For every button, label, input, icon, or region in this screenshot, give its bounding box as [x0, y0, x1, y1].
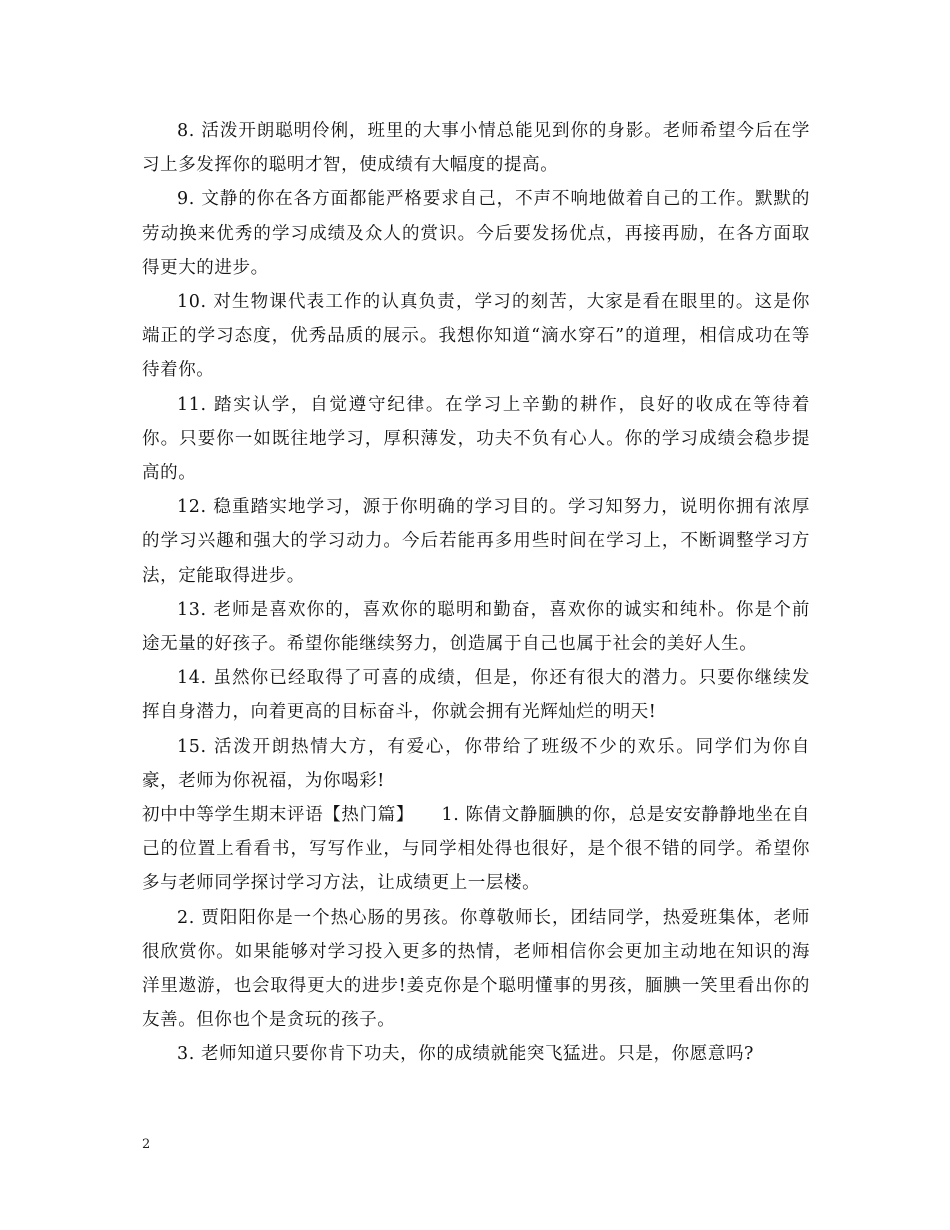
- paragraph-comment-2: 2. 贾阳阳你是一个热心肠的男孩。你尊敬师长，团结同学，热爱班集体，老师很欣赏你。如果能够对学习投入更多的热情，老师相信你会更加主动地在知识的海洋里遨游，也会取得更大的进步!姜克你是个聪明懂事的男孩，腼腆一笑里看出你的友善。但你也个是贪玩的孩子。: [142, 907, 810, 1031]
- paragraph-comment-15: 15. 活泼开朗热情大方，有爱心，你带给了班级不少的欢乐。同学们为你自豪，老师为你祝福，为你喝彩!: [142, 736, 810, 791]
- paragraph-comment-9: 9. 文静的你在各方面都能严格要求自己，不声不响地做着自己的工作。默默的劳动换来优秀的学习成绩及众人的赏识。今后要发扬优点，再接再励，在各方面取得更大的进步。: [142, 189, 810, 278]
- document-body: [142, 114, 810, 1072]
- section-heading-paragraph: 初中中等学生期末评语【热门篇】 1. 陈倩文静腼腆的你，总是安安静静地坐在自己的位置上看看书，写写作业，与同学相处得也很好，是个很不错的同学。希望你多与老师同学探讨学习方法，让成绩更上一层楼。: [142, 805, 810, 894]
- paragraph-comment-10: 10. 对生物课代表工作的认真负责，学习的刻苦，大家是看在眼里的。这是你端正的学习态度，优秀品质的展示。我想你知道“滴水穿石”的道理，相信成功在等待着你。: [142, 292, 810, 381]
- paragraph-comment-13: 13. 老师是喜欢你的，喜欢你的聪明和勤奋，喜欢你的诚实和纯朴。你是个前途无量的好孩子。希望你能继续努力，创造属于自己也属于社会的美好人生。: [142, 599, 810, 655]
- paragraph-comment-14: 14. 虽然你已经取得了可喜的成绩，但是，你还有很大的潜力。只要你继续发挥自身潜力，向着更高的目标奋斗，你就会拥有光辉灿烂的明天!: [142, 668, 810, 723]
- paragraph-comment-3: 3. 老师知道只要你肯下功夫，你的成绩就能突飞猛进。只是，你愿意吗?: [177, 1044, 755, 1065]
- paragraph-comment-11: 11. 踏实认学，自觉遵守纪律。在学习上辛勤的耕作，良好的收成在等待着你。只要你一如既往地学习，厚积薄发，功夫不负有心人。你的学习成绩会稳步提高的。: [142, 394, 810, 484]
- page-number: 2: [142, 1137, 151, 1152]
- paragraph-comment-12: 12. 稳重踏实地学习，源于你明确的学习目的。学习知努力，说明你拥有浓厚的学习兴趣和强大的学习动力。今后若能再多用些时间在学习上，不断调整学习方法，定能取得进步。: [142, 497, 810, 586]
- paragraph-comment-8: 8. 活泼开朗聪明伶俐，班里的大事小情总能见到你的身影。老师希望今后在学习上多发挥你的聪明才智，使成绩有大幅度的提高。: [142, 121, 810, 176]
